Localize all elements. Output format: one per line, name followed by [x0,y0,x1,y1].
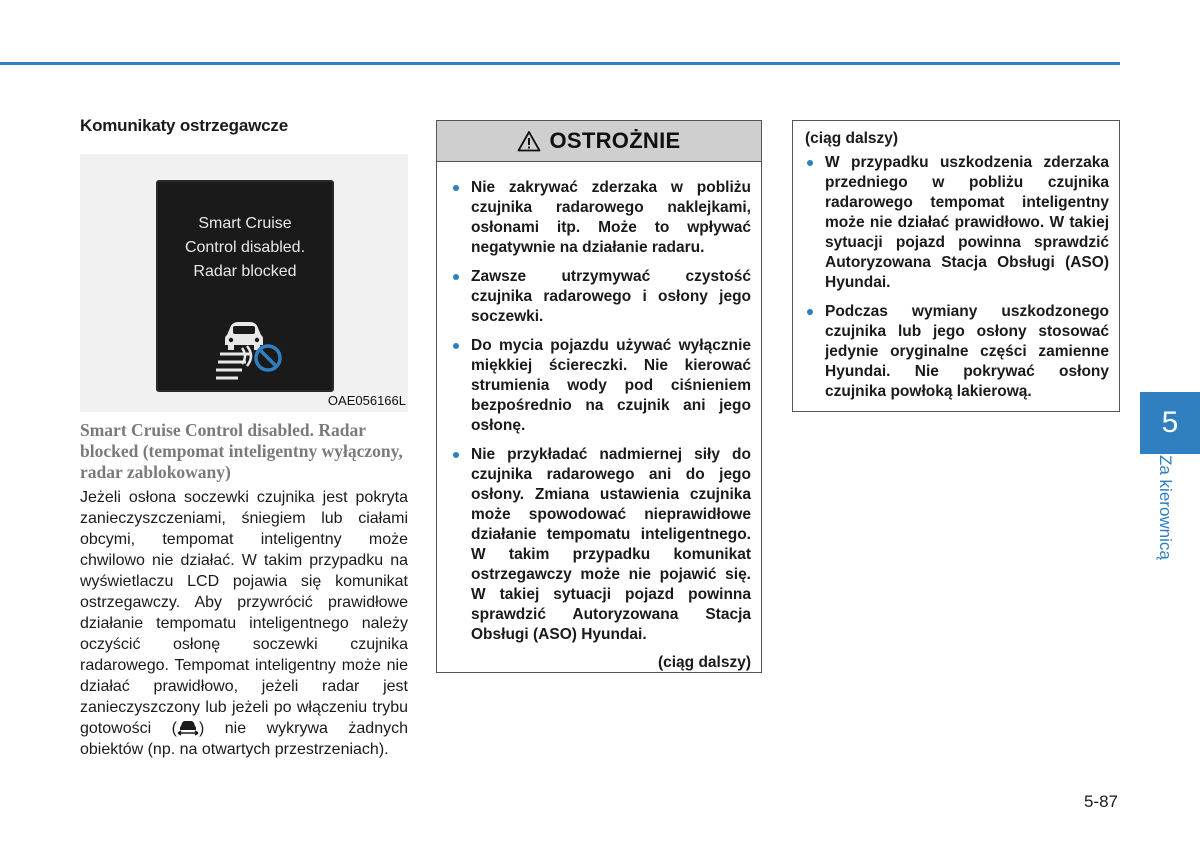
figure-code: OAE056166L [327,393,406,408]
list-item [451,178,751,258]
body-text-part-1: Jeżeli osłona soczewki czujnika jest pokryta zanieczyszczeniami, śniegiem lub ciałami obcymi, tempomat inteligentny może chwilowo nie działać. W takim przypadku na wyświetlaczu LCD pojawia się komunikat ostrzegawczy. Aby przywrócić prawidłowe działanie tempomatu inteligentnego należy oczyścić osłonę soczewki czujnika radarowego. Tempomat inteligentny może nie działać prawidłowo, jeżeli radar jest zanieczyszczony lub jeżeli po włączeniu trybu gotowości ( [80,489,408,737]
chapter-title-text: Za kierownicą [1156,455,1175,560]
list-item [451,445,751,645]
list-item [451,336,751,436]
bullet-icon [453,185,459,191]
lcd-display [156,180,334,392]
lcd-figure [80,154,408,412]
continued-note: (ciąg dalszy) [657,654,751,671]
list-item-text: Do mycia pojazdu używać wyłącznie miękkiej ściereczki. Nie kierować strumienia wody pod ciśnieniem bezpośrednio na czujnik ani jego osłonę. [471,337,751,434]
list-item-text: W przypadku uszkodzenia zderzaka przedniego w pobliżu czujnika radarowego tempomat inteligentny może nie działać prawidłowo. W takiej sytuacji pojazd powinna sprawdzić Autoryzowana Stacja Obsługi (ASO) Hyundai. [825,154,1109,291]
lcd-line-2: Control disabled. [184,239,306,256]
bullet-icon [807,309,813,315]
warning-triangle-icon [517,130,541,152]
figure-caption: Smart Cruise Control disabled. Radar blocked (tempomat inteligentny wyłączony, radar zablokowany) [80,420,403,482]
caution-title: OSTROŻNIE [549,128,681,153]
section-heading: Komunikaty ostrzegawcze [80,116,288,135]
bullet-icon [807,160,813,166]
bullet-icon [453,343,459,349]
bullet-icon [453,452,459,458]
list-item [451,267,751,327]
page-number: 5-87 [1083,792,1118,811]
bullet-icon [453,274,459,280]
list-item-text: Zawsze utrzymywać czystość czujnika radarowego i osłony jego soczewki. [471,268,751,325]
list-item [805,153,1109,293]
continuation-list [805,153,1109,402]
lcd-message [158,212,332,284]
lcd-line-3: Radar blocked [193,263,297,280]
list-item [805,302,1109,402]
caution-box [436,120,762,673]
chapter-number-tab: 5 [1140,392,1200,454]
list-item-text: Nie zakrywać zderzaka w pobliżu czujnika radarowego naklejkami, osłonami itp. Może to wpływać negatywnie na działanie radaru. [471,179,751,256]
radar-blocked-icon [216,318,288,382]
list-item-text: Nie przykładać nadmiernej siły do czujnika radarowego ani do jego osłony. Zmiana ustawienia czujnika może spowodować nieprawidłowe działanie tempomatu inteligentnego. W takim przypadku komunikat ostrzegawczy może nie pojawić się. W takiej sytuacji pojazd powinna sprawdzić Autoryzowana Stacja Obsługi (ASO) Hyundai. [471,446,751,643]
body-paragraph [80,487,408,760]
continuation-box [792,120,1120,412]
body-text-part-2: ) nie wykrywa żadnych obiektów (np. na otwartych przestrzeniach). [80,720,408,758]
caution-header [437,121,761,162]
car-distance-icon [177,720,199,736]
top-rule [0,62,1120,65]
continuation-label: (ciąg dalszy) [805,130,899,147]
lcd-line-1: Smart Cruise [198,215,292,232]
caution-list [437,162,761,645]
list-item-text: Podczas wymiany uszkodzonego czujnika lub jego osłony stosować jedynie oryginalne części zamienne Hyundai. Nie pokrywać osłony czujnika powłoką lakierową. [825,303,1109,400]
chapter-title [1155,455,1179,575]
